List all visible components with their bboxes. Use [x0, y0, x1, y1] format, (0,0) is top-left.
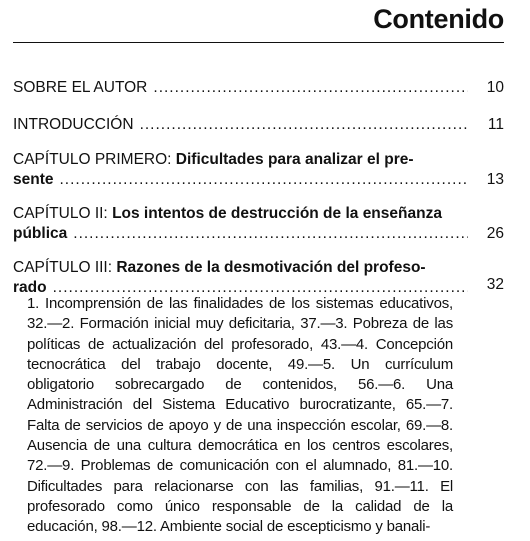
toc-page-cap1: 13: [486, 171, 504, 188]
dot-leader: [60, 170, 469, 190]
toc-page-cap3: 32: [486, 276, 504, 293]
dot-leader: [140, 115, 468, 135]
dot-leader: [73, 224, 468, 244]
toc-page-autor: 10: [486, 79, 504, 96]
toc-entry-cap2[interactable]: [13, 204, 504, 244]
toc-prefix-cap1: CAPÍTULO PRIMERO:: [13, 151, 176, 168]
title-rule: [13, 42, 504, 43]
page-title: Contenido: [373, 4, 504, 34]
toc-title-cap1: Dificultades para analizar el pre-: [175, 151, 414, 168]
toc-entry-cap1[interactable]: [13, 150, 504, 190]
toc-title-cap2-cont: pública: [13, 225, 68, 242]
toc-title-cap2: Los intentos de destrucción de la enseñanza: [112, 205, 442, 222]
toc-prefix-cap2: CAPÍTULO II:: [13, 205, 113, 222]
toc-entry-autor[interactable]: [13, 78, 504, 98]
toc-title-cap3-cont: rado: [13, 279, 47, 296]
dot-leader: [153, 78, 468, 98]
toc-label-autor: SOBRE EL AUTOR: [13, 79, 148, 96]
toc-page-intro: 11: [487, 116, 504, 133]
toc-page-cap2: 26: [486, 225, 504, 242]
toc-title-cap3: Razones de la desmotivación del profeso-: [116, 259, 426, 276]
toc-label-intro: INTRODUCCIÓN: [13, 116, 134, 133]
toc-title-cap1-cont: sente: [13, 171, 54, 188]
cap3-section-list: 1. Incomprensión de las finalidades de los sistemas educativos, 32.—2. Formación inicial muy deficitaria, 37.—3. Pobreza de las políticas de actualización del profesorado, 43.—4. Concepción tecnocrática del trabajo docente, 49.—5. Un currículum obligatorio sobrecargado de contenidos, 56.—6. Una Administración del Sistema Educativo burocratizante, 65.—7. Falta de servicios de apoyo y de una inspección escolar, 69.—8. Ausencia de una cultura democrática en los centros escolares, 72.—9. Problemas de comunicación con el alumnado, 81.—10. Dificultades para relacionarse con las familias, 91.—11. El profesorado como único responsable de la calidad de la educación, 98.—12. Ambiente social de escepticismo y banali-: [27, 295, 453, 536]
toc-prefix-cap3: CAPÍTULO III:: [13, 259, 117, 276]
toc-entry-intro[interactable]: [13, 115, 504, 135]
toc-entry-cap3[interactable]: [13, 258, 504, 298]
